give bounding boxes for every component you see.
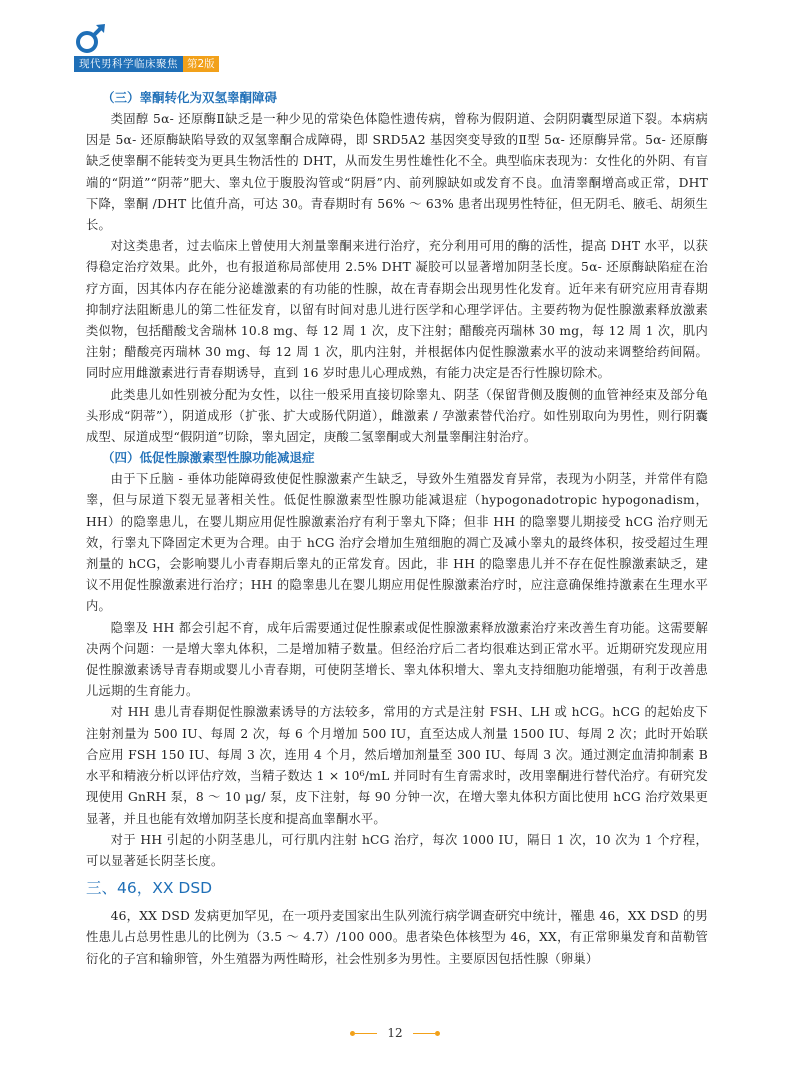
body-paragraph: 隐睾及 HH 都会引起不育，成年后需要通过促性腺素或促性腺激素释放激素治疗来改善生育功能。这需要解决两个问题：一是增大睾丸体积，二是增加精子数量。但经治疗后二者均很难达到正常水平。近期研究发现应用促性腺激素诱导青春期或婴儿小青春期，可使阴茎增长、睾丸体积增大、睾丸支持细胞功能增强，有利于改善患儿远期的生育能力。 xyxy=(86,620,708,699)
book-title: 现代男科学临床聚焦 xyxy=(74,56,183,72)
body-paragraph: 此类患儿如性别被分配为女性，以往一般采用直接切除睾丸、阴茎（保留背侧及腹侧的血管神经束及部分龟头形成“阴蒂”），阴道成形（扩张、扩大或肠代阴道），雌激素 / 孕激素替代治疗。如性别取向为男性，则行阴囊成型、尿道成型“假阴道”切除，睾丸固定，庚酸二氢睾酮或大剂量睾酮注射治疗。 xyxy=(86,387,708,445)
body-paragraph: 对这类患者，过去临床上曾使用大剂量睾酮来进行治疗，充分利用可用的酶的活性，提高 DHT 水平，以获得稳定治疗效果。此外，也有报道称局部使用 2.5% DHT 凝胶可以显著增加阴茎长度。5α- 还原酶缺陷症在治疗方面，因其体内存在能分泌雄激素的有功能的性腺，故在青春期会出现男性化发育。近年来有研究应用青春期抑制疗法阻断患儿的第二性征发育，以留有时间对患儿进行医学和心理学评估。主要药物为促性腺激素释放激素类似物，包括醋酸戈舍瑞林 10.8 mg、每 12 周 1 次，皮下注射；醋酸亮丙瑞林 30 mg，每 12 周 1 次，肌内注射；醋酸亮丙瑞林 30 mg、每 12 周 1 次，肌内注射，并根据体内促性腺激素水平的波动来调整给药间隔。同时应用雌激素进行青春期诱导，直到 16 岁时患儿心理成熟，有能力决定是否行性腺切除术。 xyxy=(86,239,708,381)
body-paragraph: 对于 HH 引起的小阴茎患儿，可行肌内注射 hCG 治疗，每次 1000 IU，隔日 1 次，10 次为 1 个疗程，可以显著延长阴茎长度。 xyxy=(86,832,708,868)
page-number: 12 xyxy=(387,1026,403,1040)
male-symbol-icon xyxy=(74,22,108,56)
page-body xyxy=(86,88,708,970)
right-ornament xyxy=(413,1031,440,1036)
body-paragraph: 类固醇 5α- 还原酶Ⅱ缺乏是一种少见的常染色体隐性遗传病，曾称为假阴道、会阴阴囊型尿道下裂。本病病因是 5α- 还原酶缺陷导致的双氢睾酮合成障碍，即 SRD5A2 基因突变导致的Ⅱ型 5α- 还原酶异常。5α- 还原酶缺乏使睾酮不能转变为更具生物活性的 DHT，从而发生男性雄性化不全。典型临床表现为：女性化的外阴、有盲端的“阴道”“阴蒂”肥大、睾丸位于腹股沟管或“阴唇”内、前列腺缺如或发育不良。血清睾酮增高或正常，DHT 下降，睾酮 /DHT 比值升高，可达 30。青春期时有 56% ～ 63% 患者出现男性特征，但无阴毛、腋毛、胡须生长。 xyxy=(86,112,708,233)
subsection-heading: （三）睾酮转化为双氢睾酮障碍 xyxy=(102,90,278,105)
section-heading: 三、46，XX DSD xyxy=(86,879,213,898)
book-logo xyxy=(74,22,254,74)
left-ornament xyxy=(350,1031,377,1036)
body-paragraph: 由于下丘脑 - 垂体功能障碍致使促性腺激素产生缺乏，导致外生殖器发育异常，表现为小阴茎，并常伴有隐睾，但与尿道下裂无显著相关性。低促性腺激素型性腺功能减退症（hypogonadotropic hypogonadism，HH）的隐睾患儿，在婴儿期应用促性腺激素治疗有利于睾丸下降；但非 HH 的隐睾婴儿期接受 hCG 治疗则无效，行睾丸下降固定术更为合理。由于 hCG 治疗会增加生殖细胞的凋亡及减小睾丸的最终体积，按受超过生理剂量的 hCG，会影响婴儿小青春期后睾丸的正常发育。因此，非 HH 的隐睾患儿并不存在促性腺激素缺乏，建议不用促性腺激素进行治疗；HH 的隐睾患儿在婴儿期应用促性腺激素治疗时，应注意确保维持激素在生理水平内。 xyxy=(86,472,708,614)
page-footer xyxy=(0,1026,790,1040)
subsection-heading: （四）低促性腺激素型性腺功能减退症 xyxy=(102,450,315,466)
body-paragraph: 对 HH 患儿青春期促性腺激素诱导的方法较多，常用的方式是注射 FSH、LH 或 hCG。hCG 的起始皮下注射剂量为 500 IU、每周 2 次，每 6 个月增加 500 IU，直至达成人剂量 1500 IU、每周 2 次；此时开始联合应用 FSH 150 IU、每周 3 次，连用 4 个月，然后增加剂量至 300 IU、每周 3 次。通过测定血清抑制素 B 水平和精液分析以评估疗效，当精子数达 1 × 10⁶/mL 并同时有生育需求时，改用睾酮进行替代治疗。有研究发现使用 GnRH 泵，8 ～ 10 μg/ 泵，皮下注射，每 90 分钟一次，在增大睾丸体积方面比使用 hCG 治疗效果更显著，并且也能有效增加阴茎长度和提高血睾酮水平。 xyxy=(86,705,708,826)
edition-badge: 第2版 xyxy=(183,56,219,72)
body-paragraph: 46，XX DSD 发病更加罕见，在一项丹麦国家出生队列流行病学调查研究中统计，罹患 46，XX DSD 的男性患儿占总男性患儿的比例为（3.5 ～ 4.7）/100 000。患者染色体核型为 46，XX，有正常卵巢发育和苗勒管衍化的子宫和输卵管，外生殖器为两性畸形，社会性别多为男性。主要原因包括性腺（卵巢） xyxy=(86,909,708,966)
header-bar xyxy=(74,56,219,72)
